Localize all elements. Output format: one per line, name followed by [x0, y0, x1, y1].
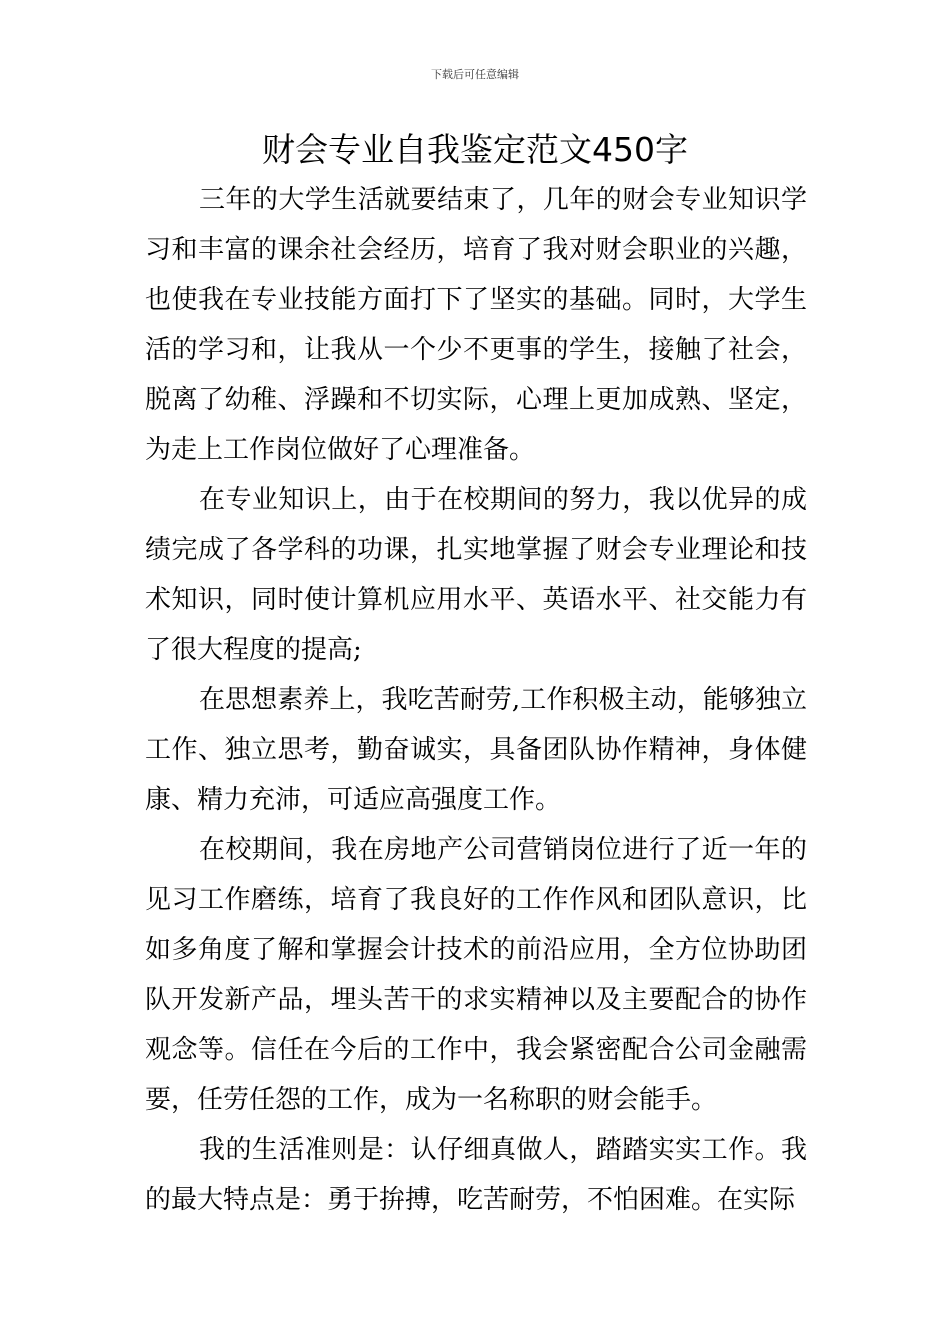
paragraph-4: 在校期间，我在房地产公司营销岗位进行了近一年的见习工作磨练，培育了我良好的工作作风和团队意识，比如多角度了解和掌握会计技术的前沿应用，全方位协助团队开发新产品，埋头苦干的求实精神以及主要配合的协作观念等。信任在今后的工作中，我会紧密配合公司金融需要，任劳任怨的工作，成为一名称职的财会能手。	[145, 835, 807, 1115]
paragraph-2: 在专业知识上，由于在校期间的努力，我以优异的成绩完成了各学科的功课，扎实地掌握了财会专业理论和技术知识，同时使计算机应用水平、英语水平、社交能力有了很大程度的提高;	[145, 485, 807, 665]
paragraph-5: 我的生活准则是：认仔细真做人，踏踏实实工作。我的最大特点是：勇于拚搏，吃苦耐劳，不怕困难。在实际	[145, 1135, 807, 1215]
header-note: 下载后可任意编辑	[431, 68, 519, 81]
document-title: 财会专业自我鉴定范文450字	[262, 130, 688, 169]
paragraph-1: 三年的大学生活就要结束了，几年的财会专业知识学习和丰富的课余社会经历，培育了我对财会职业的兴趣，也使我在专业技能方面打下了坚实的基础。同时，大学生活的学习和，让我从一个少不更事的学生，接触了社会，脱离了幼稚、浮躁和不切实际，心理上更加成熟、坚定，为走上工作岗位做好了心理准备。	[145, 185, 807, 465]
paragraph-3: 在思想素养上，我吃苦耐劳,工作积极主动，能够独立工作、独立思考，勤奋诚实，具备团队协作精神，身体健康、精力充沛，可适应高强度工作。	[145, 685, 807, 815]
document-body	[145, 175, 807, 1225]
